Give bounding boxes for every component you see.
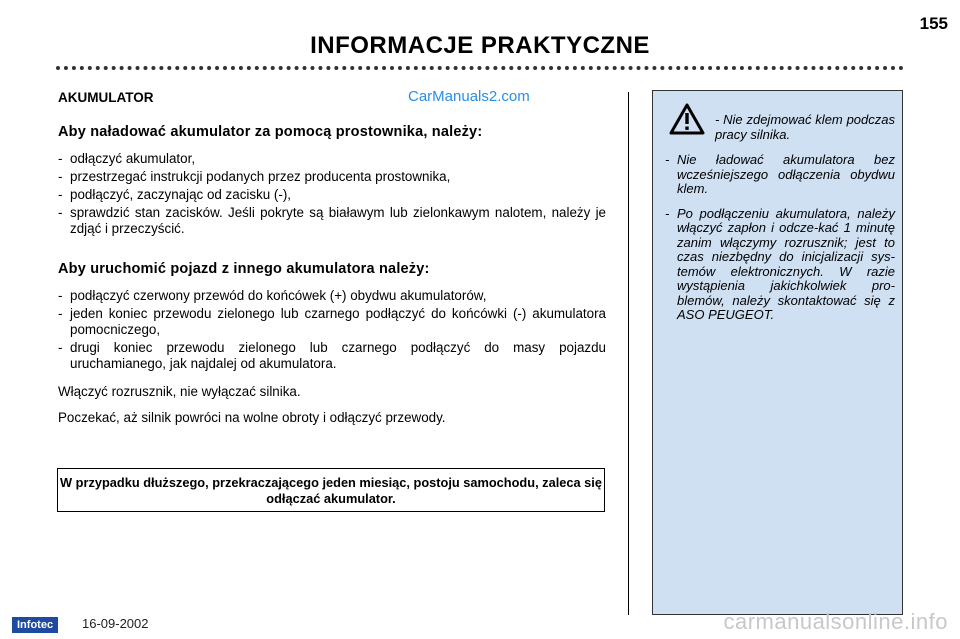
note-box: W przypadku dłuższego, przekraczającego jeden miesiąc, postoju samochodu, zaleca się odłączać akumulator. [57,468,605,512]
charge-step: - przestrzegać instrukcji podanych przez producenta prostownika, [58,169,606,185]
page-number: 155 [919,14,948,33]
dotted-divider [56,66,904,70]
warning-item: - Po podłączeniu akumulatora, należy włączyć zapłon i odcze-kać 1 minutę zanim włączymy rozrusznik; jest to czas niezbędny do inicjalizacji sys-temów elektronicznych. W razie wystąpienia jakichkolwiek pro-blemów, należy skontaktować się z ASO PEUGEOT. [665,207,895,323]
charge-step: - odłączyć akumulator, [58,151,606,167]
jump-start-steps [58,288,606,372]
column-divider [628,92,629,615]
infotec-logo: Infotec [12,617,58,633]
charge-steps [58,151,606,237]
charge-heading: Aby naładować akumulator za pomocą prostownika, należy: [58,124,483,140]
section-heading: AKUMULATOR [58,90,154,105]
instruction-paragraph: Włączyć rozrusznik, nie wyłączać silnika. [58,384,301,399]
jump-start-step: - podłączyć czerwony przewód do końcówek (+) obydwu akumulatorów, [58,288,606,304]
footer-watermark: carmanualsonline.info [723,609,948,634]
warning-triangle-icon [669,103,705,135]
charge-step: - sprawdzić stan zacisków. Jeśli pokryte są białawym lub zielonkawym nalotem, należy je zdjąć i przeczyścić. [58,205,606,237]
page-title: INFORMACJE PRAKTYCZNE [310,32,650,59]
watermark-top: CarManuals2.com [408,88,530,105]
instruction-paragraph: Poczekać, aż silnik powróci na wolne obroty i odłączyć przewody. [58,410,446,425]
warning-item: - Nie ładować akumulatora bez wcześniejszego odłączenia obydwu klem. [665,153,895,197]
footer-date: 16-09-2002 [82,616,149,631]
warning-list [665,153,895,333]
charge-step: - podłączyć, zaczynając od zacisku (-), [58,187,606,203]
jump-start-heading: Aby uruchomić pojazd z innego akumulatora należy: [58,261,430,277]
warning-panel [652,90,903,615]
warning-text: - Nie zdejmować klem podczas pracy silnika. [715,112,895,142]
jump-start-step: - jeden koniec przewodu zielonego lub czarnego podłączyć do końcówki (-) akumulatora pomocniczego, [58,306,606,338]
main-column [58,90,606,436]
jump-start-step: - drugi koniec przewodu zielonego lub czarnego podłączyć do masy pojazdu uruchamianego, jak najdalej od akumulatora. [58,340,606,372]
